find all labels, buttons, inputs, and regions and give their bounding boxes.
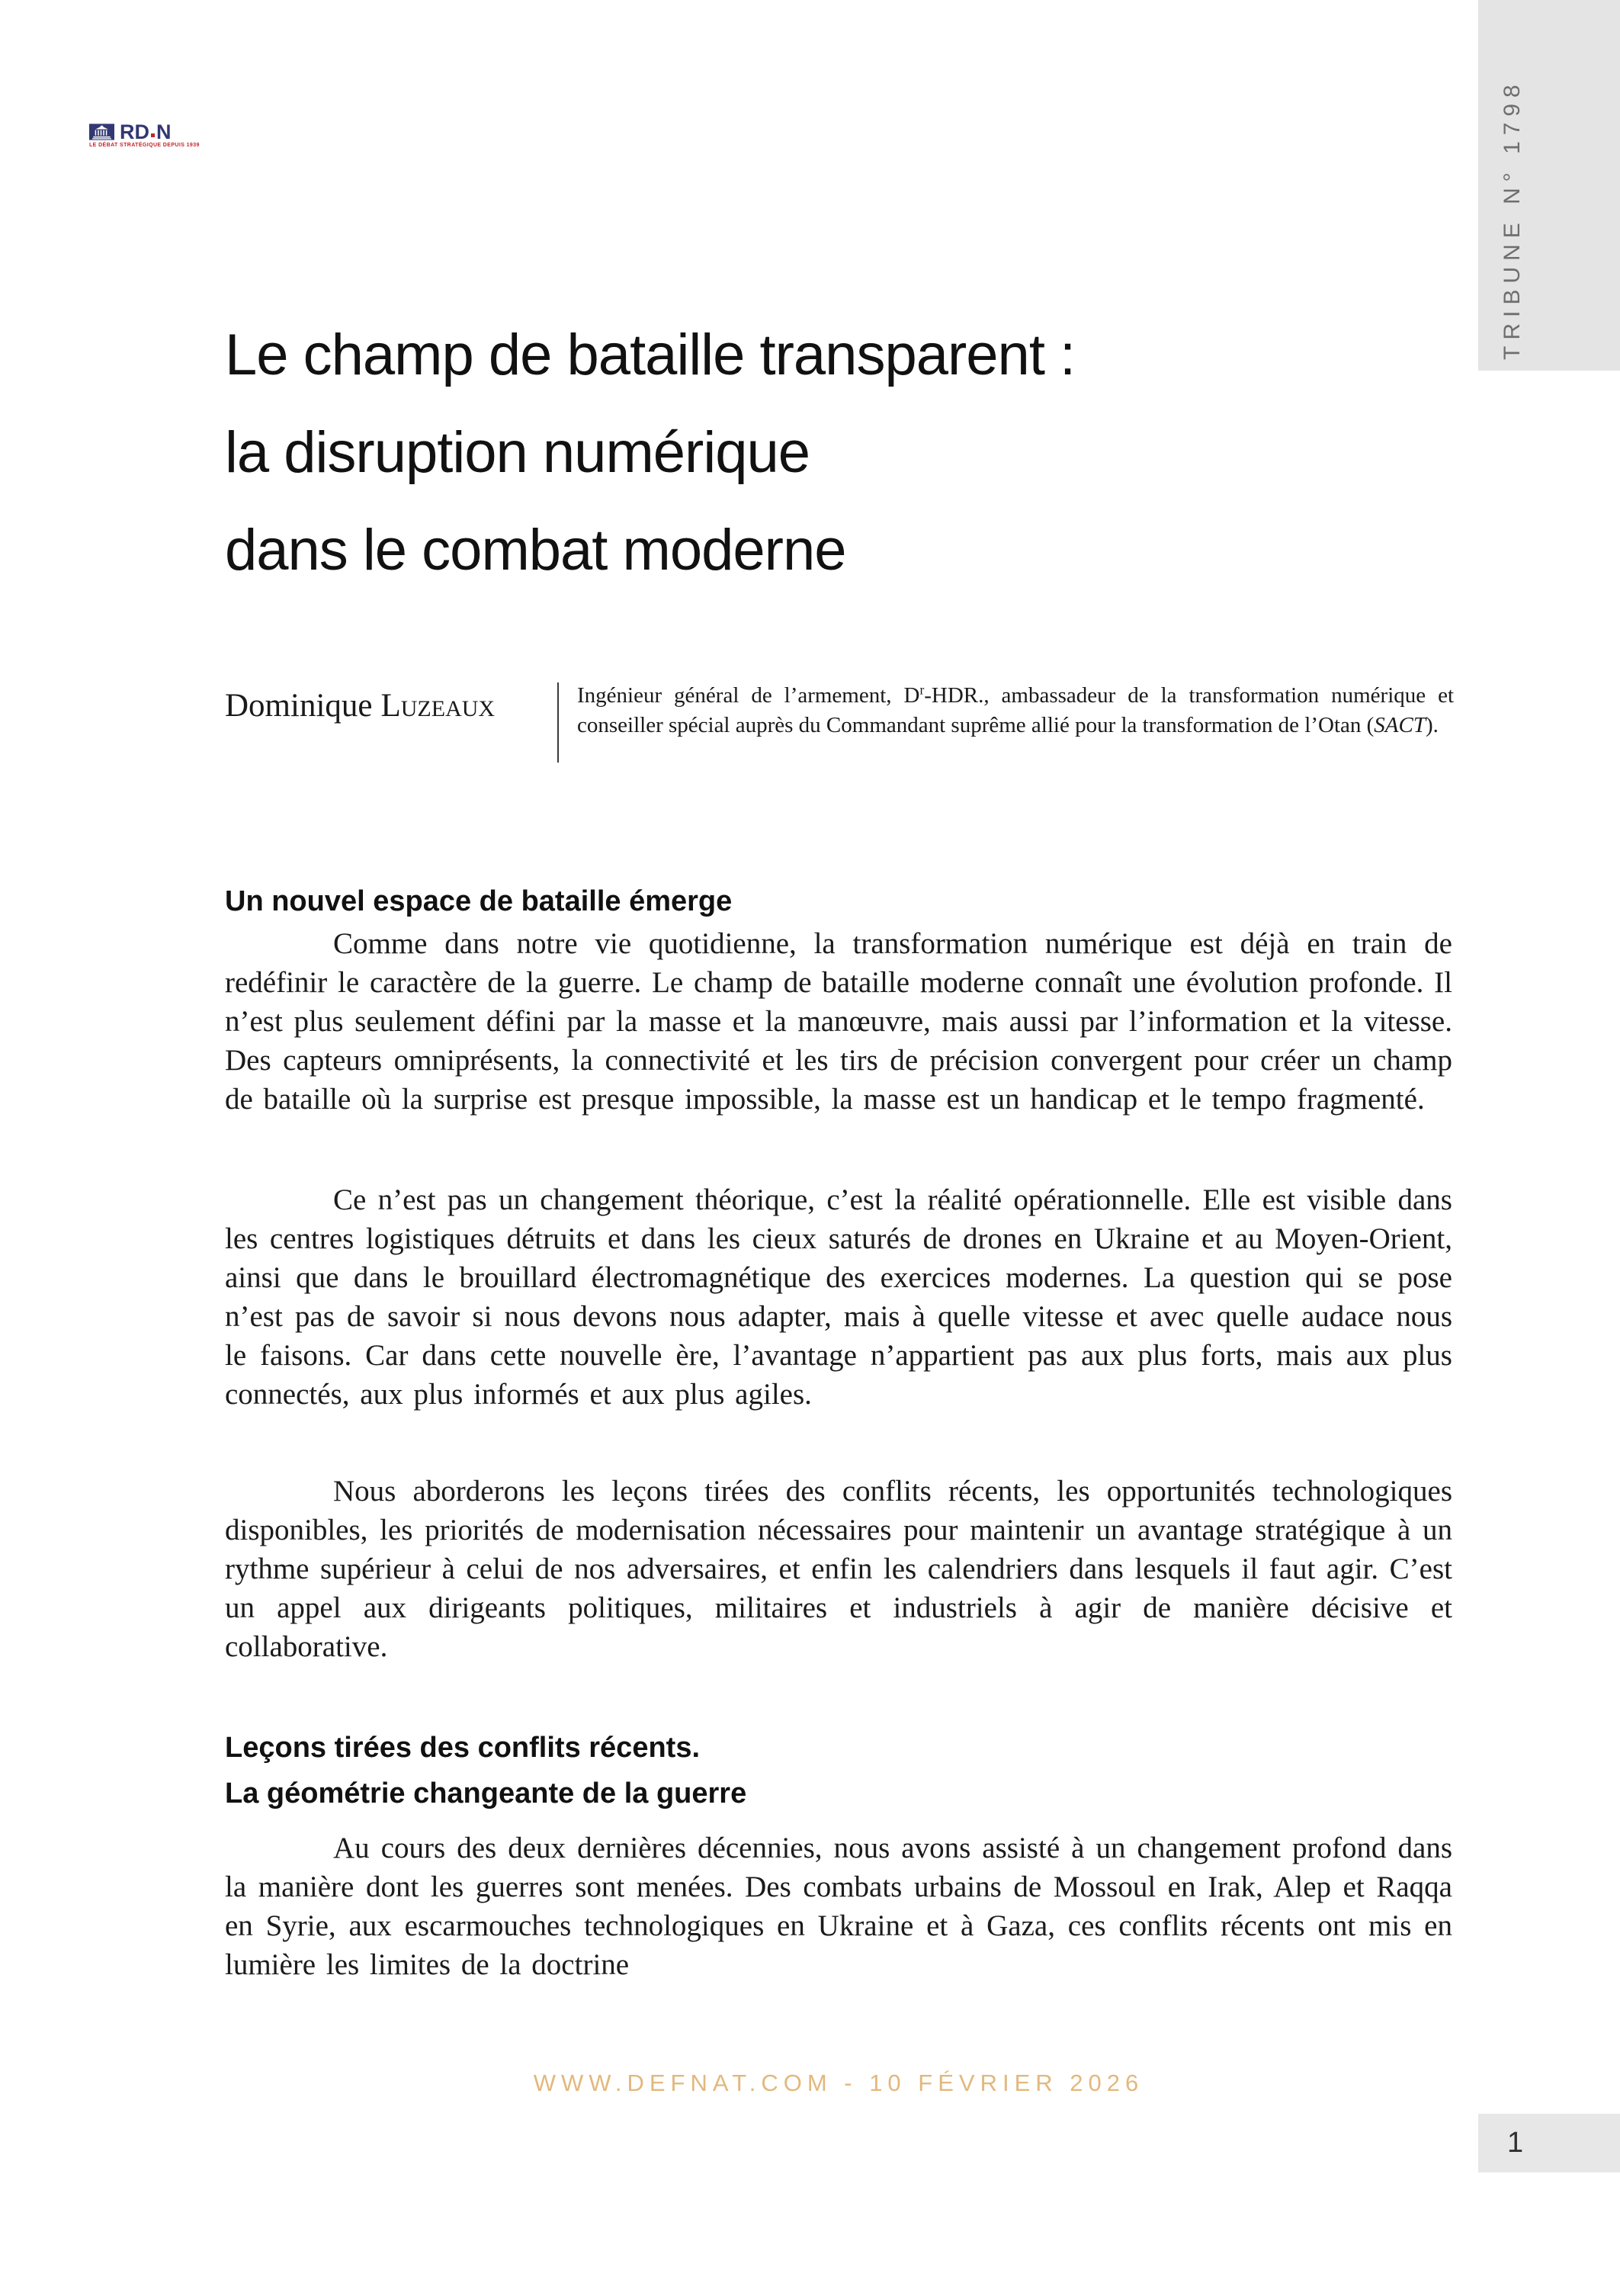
- affiliation-text: Ingénieur général de l’armement, D: [577, 683, 920, 708]
- author-divider: [557, 682, 559, 763]
- rdn-wordmark: [120, 120, 172, 143]
- rdn-tagline: LE DÉBAT STRATÉGIQUE DEPUIS 1939: [89, 143, 200, 148]
- title-line-3: dans le combat moderne: [225, 518, 846, 583]
- tribune-label: TRIBUNE N° 1798: [1500, 79, 1525, 360]
- affiliation-text: -HDR., ambassadeur de la transformation numérique et conseiller spécial auprès du Commandant suprême allié pour la transformation de l’Otan (: [577, 683, 1454, 737]
- title-line-1: Le champ de bataille transparent :: [225, 323, 1076, 387]
- section-heading-2: [225, 1725, 1460, 1816]
- affiliation-text: ).: [1425, 713, 1439, 737]
- paragraph-3: Nous aborderons les leçons tirées des conflits récents, les opportunités technologiques disponibles, les priorités de modernisation nécessaires pour maintenir un avantage stratégique à un rythme supérieur à celui de nos adversaires, et enfin les calendriers dans lesquels il faut agir. C’est un appel aux dirigeants politiques, militaires et industriels à agir de manière décisive et collaborative.: [225, 1475, 1452, 1663]
- page-number: 1: [1507, 2127, 1524, 2159]
- paragraph-1: Comme dans notre vie quotidienne, la transformation numérique est déjà en train de redéfinir le caractère de la guerre. Le champ de bataille moderne connaît une évolution profonde. Il n’est plus seulement défini par la masse et la manœuvre, mais aussi par l’information et la vitesse. Des capteurs omniprésents, la connectivité et les tirs de précision convergent pour créer un champ de bataille où la surprise est presque impossible, la masse est un handicap et le tempo fragmenté.: [225, 927, 1452, 1116]
- author-first-name: Dominique: [225, 688, 373, 724]
- section-heading-1: Un nouvel espace de bataille émerge: [225, 885, 733, 917]
- title-line-2: la disruption numérique: [225, 420, 810, 485]
- author-affiliation: [577, 681, 1454, 740]
- rdn-red-dot-icon: [151, 133, 155, 137]
- section-heading-2-line-2: La géométrie changeante de la guerre: [225, 1777, 747, 1810]
- rdn-letters-rd: RD: [120, 120, 149, 143]
- affiliation-superscript: r: [919, 682, 925, 698]
- section-heading-2-line-1: Leçons tirées des conflits récents.: [225, 1732, 701, 1764]
- rdn-logo: [89, 122, 226, 148]
- rdn-logo-row: [89, 120, 226, 143]
- article-title: [225, 307, 1475, 599]
- author-last-name: Luzeaux: [380, 688, 496, 724]
- footer-url-date: WWW.DEFNAT.COM - 10 FÉVRIER 2026: [533, 2070, 1144, 2096]
- affiliation-sact: SACT: [1374, 713, 1426, 737]
- rdn-building-icon: [89, 124, 114, 140]
- paragraph-2: Ce n’est pas un changement théorique, c’est la réalité opérationnelle. Elle est visible dans les centres logistiques détruits et dans les cieux saturés de drones en Ukraine et au Moyen-Orient, ainsi que dans le brouillard électromagnétique des exercices modernes. La question qui se pose n’est pas de savoir si nous devons nous adapter, mais à quelle vitesse et avec quelle audace nous le faisons. Car dans cette nouvelle ère, l’avantage n’appartient pas aux plus forts, mais aux plus connectés, aux plus informés et aux plus agiles.: [225, 1183, 1452, 1411]
- tribune-band: [1478, 0, 1620, 371]
- author-name: [225, 689, 495, 722]
- paragraph-4: Au cours des deux dernières décennies, nous avons assisté à un changement profond dans la manière dont les guerres sont menées. Des combats urbains de Mossoul en Irak, Alep et Raqqa en Syrie, aux escarmouches technologiques en Ukraine et à Gaza, ces conflits récents ont mis en lumière les limites de la doctrine: [225, 1832, 1452, 1981]
- rdn-letter-n: N: [156, 120, 172, 143]
- page-number-box: [1478, 2114, 1620, 2172]
